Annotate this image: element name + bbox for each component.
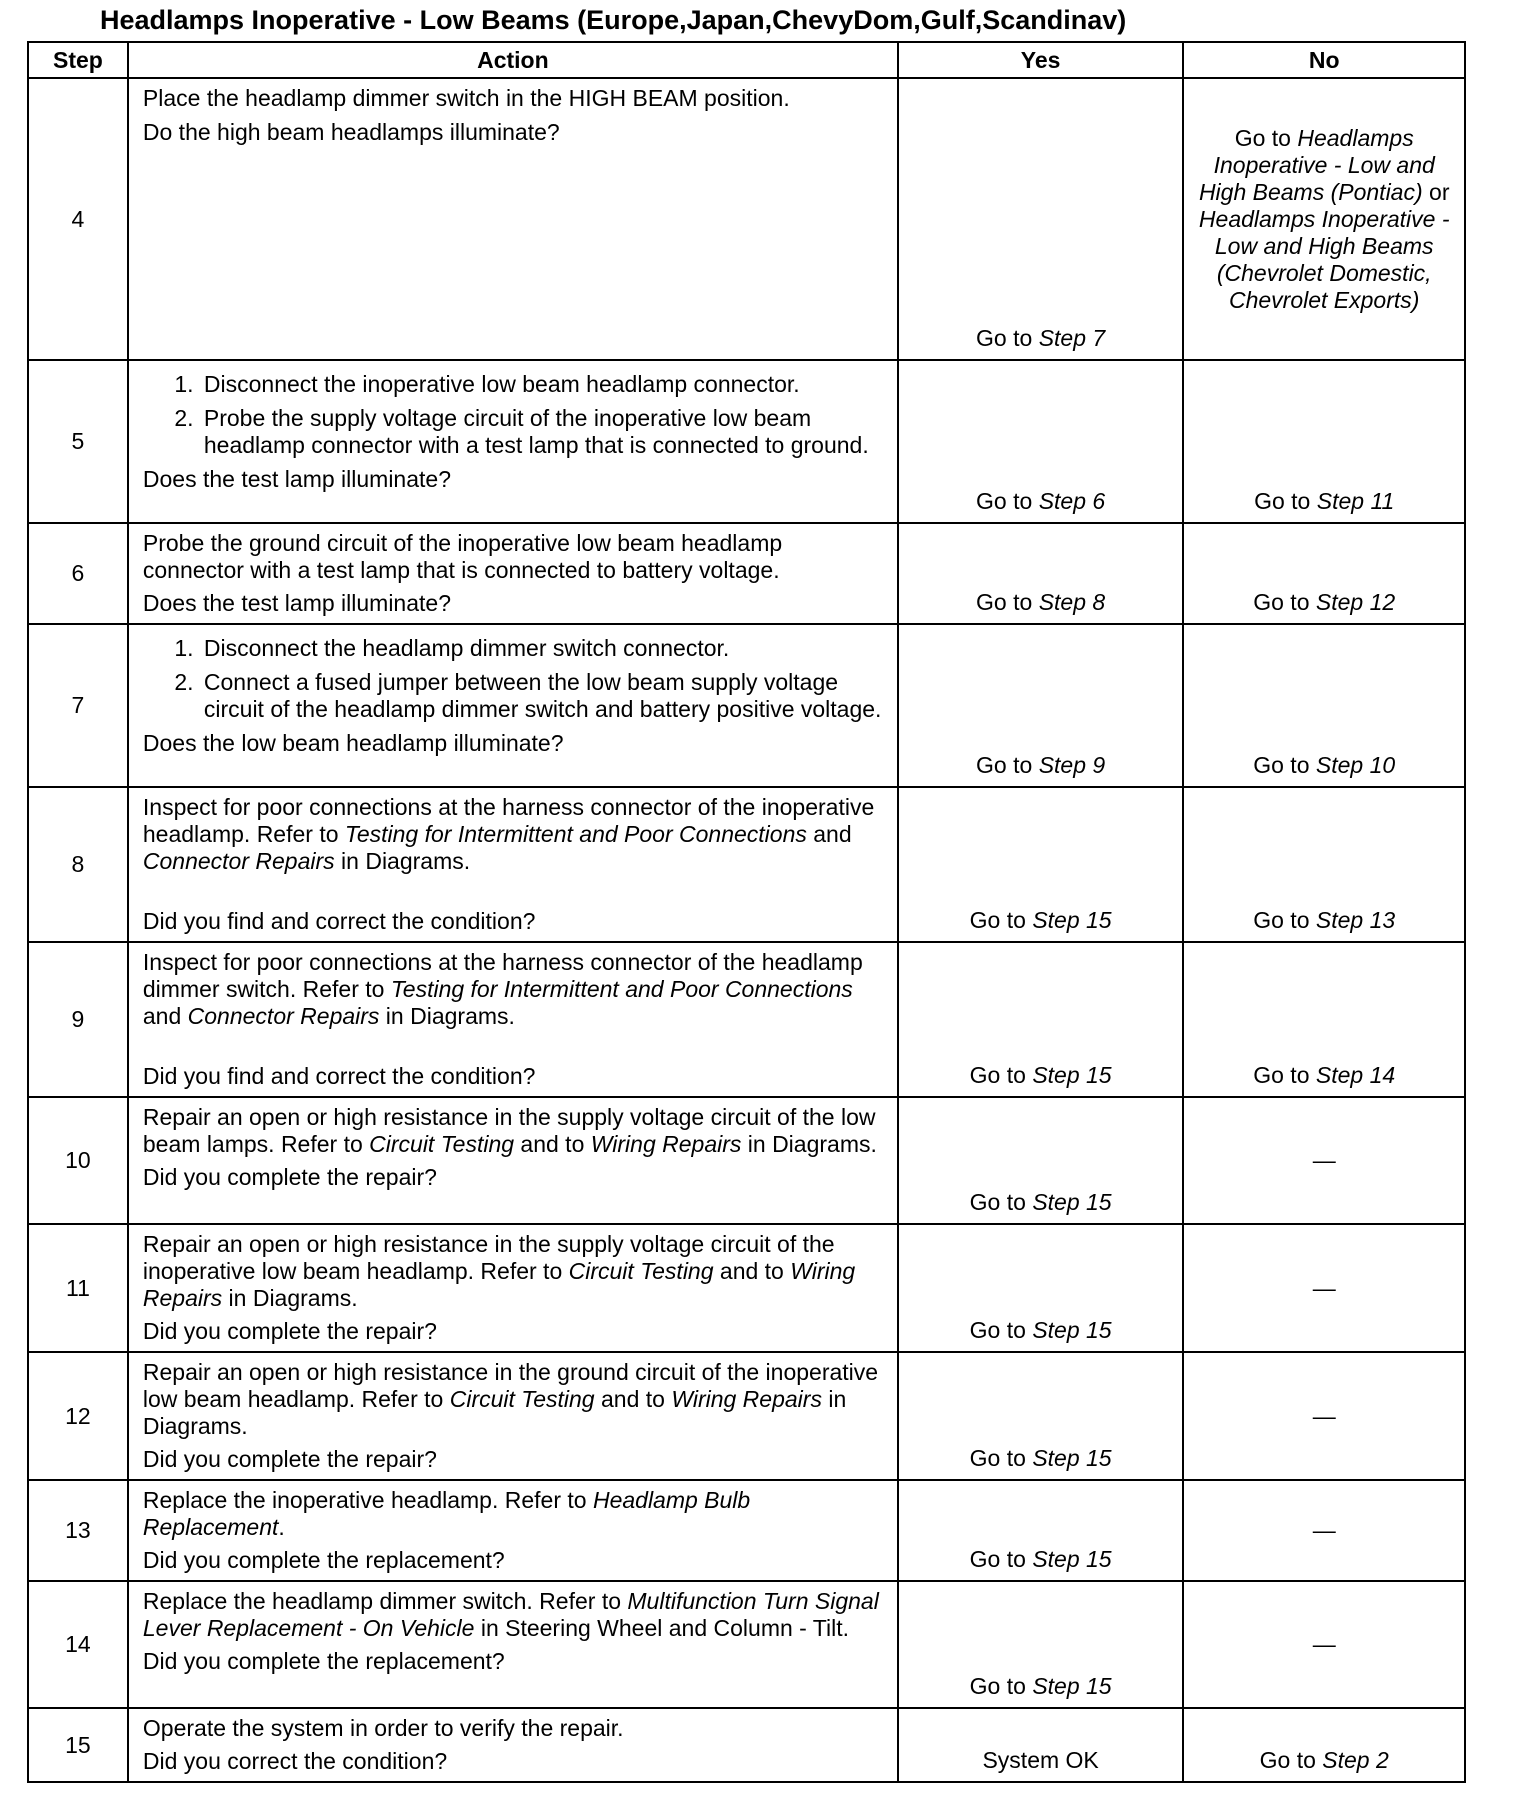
action-question: Did you complete the replacement? (142, 1648, 505, 1674)
no-cell: — (1183, 1097, 1465, 1224)
reference-link: Wiring Repairs (590, 1131, 742, 1157)
no-cell (1183, 942, 1465, 1097)
yes-cell (898, 1581, 1184, 1708)
reference-link: Circuit Testing (568, 1258, 714, 1284)
yes-cell (898, 942, 1184, 1097)
step-link: Step 8 (1038, 589, 1106, 615)
action-question: Did you find and correct the condition? (142, 908, 536, 934)
step-link: Step 11 (1316, 488, 1395, 514)
table-row (28, 1480, 1465, 1581)
yes-cell (898, 624, 1184, 787)
action-question: Did you find and correct the condition? (142, 1063, 536, 1089)
action-cell (128, 787, 898, 942)
diagnostic-table (27, 41, 1466, 1783)
text-part: Replace the headlamp dimmer switch. Refer to (142, 1588, 628, 1614)
header-yes: Yes (898, 42, 1184, 78)
step-number: 13 (28, 1480, 128, 1581)
table-row (28, 1352, 1465, 1480)
goto-text: Go to (1253, 589, 1316, 615)
reference-link: Headlamp Bulb Replacement (142, 1487, 751, 1540)
yes-cell (898, 1224, 1184, 1352)
table-row (28, 1581, 1465, 1708)
table-row (28, 787, 1465, 942)
table-row (28, 1708, 1465, 1782)
step-number: 8 (28, 787, 128, 942)
goto-text: Go to (1253, 1062, 1316, 1088)
step-link: Step 10 (1315, 752, 1396, 778)
text-part: in Diagrams. (741, 1131, 877, 1157)
reference-link: Circuit Testing (369, 1131, 515, 1157)
action-text (143, 1359, 889, 1440)
no-cell: — (1183, 1581, 1465, 1708)
action-question: Did you complete the replacement? (142, 1547, 505, 1573)
list-item: 2. Connect a fused jumper between the low beam supply voltage circuit of the headlamp dimmer switch and battery positive voltage. (200, 669, 889, 723)
action-question: Did you complete the repair? (142, 1446, 437, 1472)
reference-link: Testing for Intermittent and Poor Connections (344, 821, 807, 847)
action-cell (128, 1097, 898, 1224)
no-cell: — (1183, 1480, 1465, 1581)
step-link: Step 15 (1032, 1445, 1112, 1471)
goto-text: Go to (976, 589, 1039, 615)
goto-text: Go to (976, 325, 1039, 351)
step-link: Step 15 (1032, 1546, 1112, 1572)
header-action: Action (128, 42, 898, 78)
goto-text: Go to (969, 1673, 1033, 1699)
yes-cell (898, 787, 1184, 942)
action-question: Does the low beam headlamp illuminate? (142, 730, 564, 756)
page-title: Headlamps Inoperative - Low Beams (Europe,Japan,ChevyDom,Gulf,Scandinav) (100, 5, 1127, 35)
goto-text: Go to (969, 907, 1033, 933)
step-link: Step 12 (1315, 589, 1396, 615)
step-number: 4 (28, 78, 128, 360)
goto-text: Go to (1234, 124, 1298, 151)
step-link: Step 13 (1315, 907, 1396, 933)
step-number: 14 (28, 1581, 128, 1708)
no-cell (1183, 1708, 1465, 1782)
text-part: . (278, 1514, 285, 1540)
action-text: Probe the ground circuit of the inoperative low beam headlamp connector with a test lamp that is connected to battery voltage. (142, 530, 783, 583)
goto-text: Go to (969, 1317, 1033, 1343)
reference-link: Connector Repairs (187, 1003, 380, 1029)
list-item: 1. Disconnect the inoperative low beam headlamp connector. (200, 371, 889, 398)
action-question: Did you complete the repair? (142, 1164, 437, 1190)
action-cell (128, 624, 898, 787)
step-link: Step 15 (1032, 1673, 1112, 1699)
no-cell (1183, 78, 1465, 360)
goto-text: Go to (976, 488, 1039, 514)
procedure-link: Headlamps Inoperative - Low and High Beams (Chevrolet Domestic, Chevrolet Exports) (1198, 205, 1450, 313)
action-question: Does the test lamp illuminate? (142, 466, 451, 492)
action-cell (128, 1352, 898, 1480)
step-link: Step 15 (1032, 1317, 1112, 1343)
action-cell (128, 78, 898, 360)
text-part: Repair an open or high resistance in the supply voltage circuit of the inoperative low beam headlamp. Refer to (142, 1231, 835, 1284)
action-text (143, 1487, 889, 1541)
text-part: Inspect for poor connections at the harness connector of the headlamp dimmer switch. Refer to (142, 949, 863, 1002)
list-item: 1. Disconnect the headlamp dimmer switch connector. (200, 635, 889, 662)
goto-text: Go to (969, 1062, 1033, 1088)
step-number: 10 (28, 1097, 128, 1224)
yes-cell (898, 1480, 1184, 1581)
procedure-link: Headlamps Inoperative - Low and High Beams (Pontiac) (1198, 124, 1435, 205)
no-cell (1183, 624, 1465, 787)
action-list (143, 635, 889, 723)
step-number: 9 (28, 942, 128, 1097)
action-cell (128, 523, 898, 624)
yes-cell (898, 1352, 1184, 1480)
reference-link: Circuit Testing (449, 1386, 595, 1412)
action-question: Do the high beam headlamps illuminate? (142, 119, 560, 145)
reference-link: Testing for Intermittent and Poor Connections (390, 976, 853, 1002)
action-cell (128, 1708, 898, 1782)
yes-cell (898, 523, 1184, 624)
action-text (143, 1104, 889, 1158)
action-text (143, 794, 889, 875)
text-part: Replace the inoperative headlamp. Refer to (142, 1487, 593, 1513)
step-number: 11 (28, 1224, 128, 1352)
header-no: No (1183, 42, 1465, 78)
table-row (28, 1097, 1465, 1224)
goto-text: Go to (1254, 488, 1317, 514)
yes-cell (898, 1097, 1184, 1224)
or-text: or (1422, 178, 1450, 205)
step-number: 5 (28, 360, 128, 523)
reference-link: Multifunction Turn Signal Lever Replacement - On Vehicle (142, 1588, 879, 1641)
reference-link: Connector Repairs (142, 848, 335, 874)
step-link: Step 15 (1032, 1062, 1112, 1088)
action-text (143, 949, 889, 1030)
step-number: 7 (28, 624, 128, 787)
text-part: and to (713, 1258, 791, 1284)
goto-text: Go to (1253, 907, 1316, 933)
text-part: in Diagrams. (142, 1386, 847, 1439)
table-row (28, 942, 1465, 1097)
yes-cell (898, 360, 1184, 523)
action-cell (128, 1581, 898, 1708)
header-row (28, 42, 1465, 78)
text-part: Inspect for poor connections at the harness connector of the inoperative headlamp. Refer to (142, 794, 875, 847)
action-cell (128, 942, 898, 1097)
action-text: Operate the system in order to verify the repair. (142, 1715, 624, 1741)
step-link: Step 9 (1038, 752, 1106, 778)
action-cell (128, 1480, 898, 1581)
table-row (28, 78, 1465, 360)
step-link: Step 15 (1032, 907, 1112, 933)
no-cell (1183, 360, 1465, 523)
text-part: Repair an open or high resistance in the supply voltage circuit of the low beam lamps. Refer to (142, 1104, 876, 1157)
step-number: 6 (28, 523, 128, 624)
step-link: Step 6 (1038, 488, 1106, 514)
text-part: and to (514, 1131, 591, 1157)
yes-cell (898, 78, 1184, 360)
text-part: and to (594, 1386, 672, 1412)
goto-text: Go to (1253, 752, 1316, 778)
action-text (143, 1588, 889, 1642)
no-cell: — (1183, 1352, 1465, 1480)
goto-text: Go to (976, 752, 1039, 778)
text-part: Repair an open or high resistance in the ground circuit of the inoperative low beam headlamp. Refer to (142, 1359, 879, 1412)
step-number: 15 (28, 1708, 128, 1782)
text-part: and (142, 1003, 188, 1029)
action-text (143, 1231, 889, 1312)
header-step: Step (28, 42, 128, 78)
list-item: 2. Probe the supply voltage circuit of the inoperative low beam headlamp connector with a test lamp that is connected to ground. (200, 405, 889, 459)
reference-link: Wiring Repairs (671, 1386, 822, 1412)
action-question: Does the test lamp illuminate? (142, 590, 451, 616)
action-list (143, 371, 889, 459)
action-cell (128, 360, 898, 523)
text-part: in Diagrams. (379, 1003, 515, 1029)
step-link: Step 2 (1322, 1747, 1389, 1773)
step-link: Step 15 (1032, 1189, 1112, 1215)
goto-text: Go to (969, 1546, 1033, 1572)
action-text: Place the headlamp dimmer switch in the HIGH BEAM position. (142, 85, 790, 111)
step-link: Step 7 (1038, 325, 1106, 351)
goto-text: Go to (969, 1445, 1033, 1471)
action-cell (128, 1224, 898, 1352)
goto-text: Go to (969, 1189, 1033, 1215)
action-question: Did you correct the condition? (142, 1748, 448, 1774)
text-part: in Steering Wheel and Column - Tilt. (474, 1615, 849, 1641)
step-number: 12 (28, 1352, 128, 1480)
text-part: in Diagrams. (334, 848, 471, 874)
goto-text: Go to (1259, 1747, 1323, 1773)
text-part: and (806, 821, 852, 847)
yes-cell: System OK (898, 1708, 1184, 1782)
reference-link: Wiring Repairs (142, 1258, 856, 1311)
table-row (28, 1224, 1465, 1352)
table-row (28, 360, 1465, 523)
action-question: Did you complete the repair? (142, 1318, 437, 1344)
text-part: in Diagrams. (222, 1285, 358, 1311)
no-cell (1183, 787, 1465, 942)
step-link: Step 14 (1315, 1062, 1396, 1088)
table-row (28, 523, 1465, 624)
no-cell: — (1183, 1224, 1465, 1352)
table-row (28, 624, 1465, 787)
no-cell (1183, 523, 1465, 624)
